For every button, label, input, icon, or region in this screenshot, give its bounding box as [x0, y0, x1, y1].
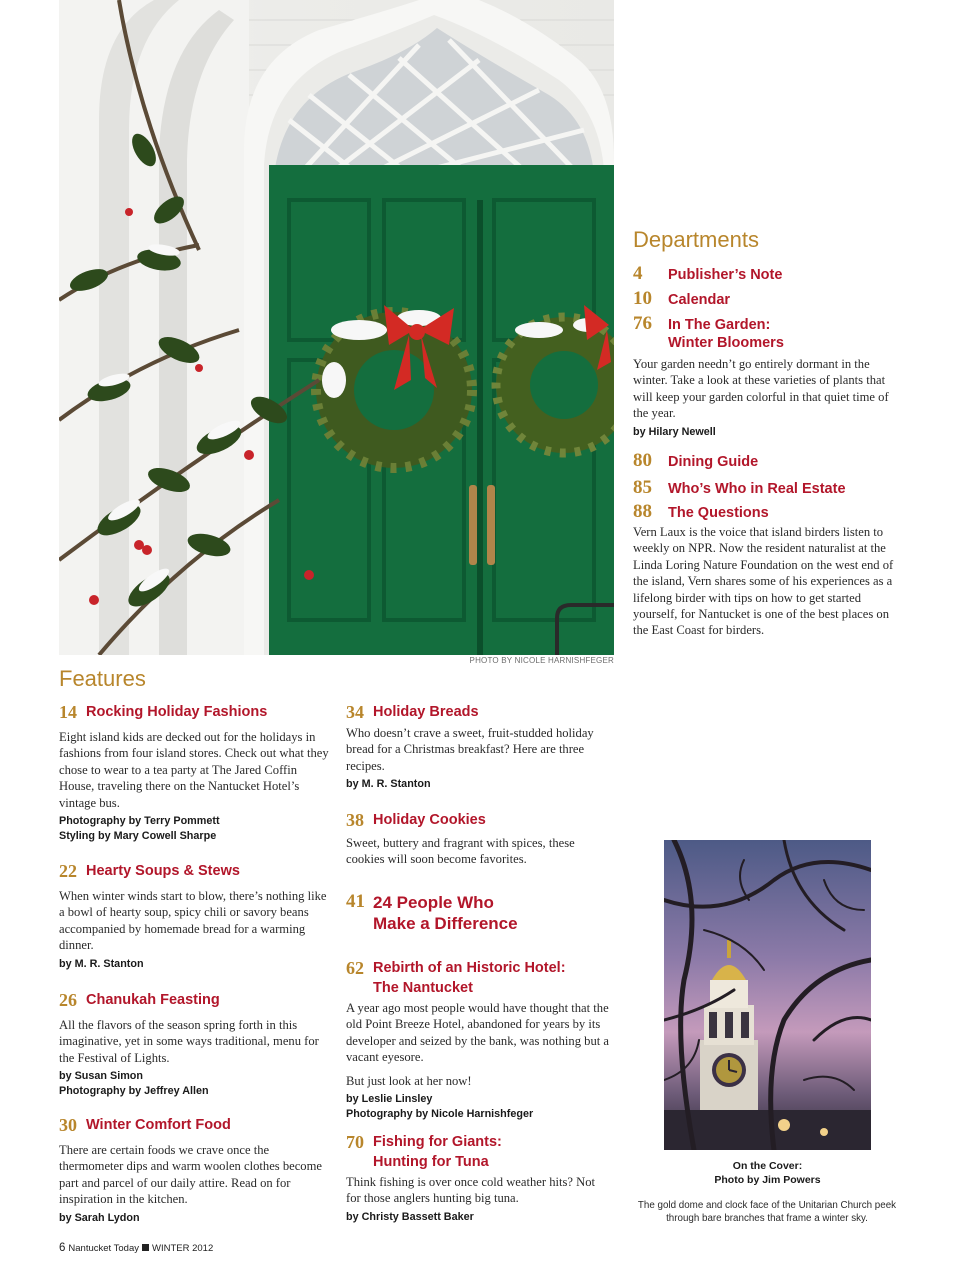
church-door-wreath-illustration — [59, 0, 614, 655]
feature-byline — [59, 814, 331, 843]
dept-item[interactable] — [633, 314, 903, 439]
feature-byline — [59, 1069, 331, 1098]
dept-page-number: 80 — [633, 450, 652, 471]
dept-title: Who’s Who in Real Estate — [668, 481, 846, 497]
byline-line: Styling by Mary Cowell Sharpe — [59, 829, 217, 842]
feature-page-number: 30 — [59, 1115, 77, 1135]
feature-item[interactable] — [346, 702, 610, 792]
feature-byline: by Sarah Lydon — [59, 1211, 140, 1224]
cover-caption-line: On the Cover: — [732, 1160, 803, 1172]
feature-title-line: The Nantucket — [373, 980, 473, 996]
feature-page-number: 34 — [346, 702, 364, 722]
dept-item[interactable] — [633, 289, 903, 309]
feature-item[interactable] — [59, 861, 331, 971]
dept-item[interactable] — [633, 264, 903, 284]
feature-item[interactable] — [346, 810, 610, 868]
feature-item[interactable] — [59, 1115, 331, 1225]
byline-line: Photography by Jeffrey Allen — [59, 1084, 209, 1097]
byline-line: by Leslie Linsley — [346, 1093, 433, 1106]
feature-description: There are certain foods we crave once the thermometer dips and warm woolen clothes become part and parcel of our daily attire. Read on for inspiration in the kitchen. — [59, 1143, 322, 1207]
dept-description: Vern Laux is the voice that island birders listen to weekly on NPR. Now the resident naturalist at the Linda Loring Nature Foundation on the west end of the island, Vern shares some of his experiences as a lifelong birder with tips on how to get started yourself, for Nantucket is one of the best places on the East Coast for birders. — [633, 525, 894, 638]
issue-label: WINTER 2012 — [152, 1243, 214, 1254]
byline-line: Photography by Terry Pommett — [59, 815, 220, 828]
dept-item[interactable] — [633, 478, 903, 498]
feature-page-number: 22 — [59, 861, 77, 881]
cover-caption-line: Photo by Jim Powers — [714, 1173, 821, 1186]
dept-title — [668, 314, 784, 352]
feature-byline: by M. R. Stanton — [346, 778, 431, 791]
feature-description: Think fishing is over once cold weather hits? Not for those anglers hunting big tuna. — [346, 1175, 596, 1206]
dept-page-number: 76 — [633, 313, 652, 334]
feature-item[interactable] — [346, 1132, 610, 1224]
feature-description: Sweet, buttery and fragrant with spices, these cookies will soon become favorites. — [346, 836, 575, 867]
feature-page-number: 38 — [346, 810, 364, 830]
dept-page-number: 4 — [633, 263, 643, 284]
feature-byline — [346, 1092, 610, 1121]
cover-caption — [664, 1160, 871, 1187]
feature-description: When winter winds start to blow, there’s nothing like a bowl of hearty soup, spicy chili or savory beans accompanied by homemade bread for a warming dinner. — [59, 889, 327, 953]
feature-item[interactable] — [59, 990, 331, 1098]
feature-description: Eight island kids are decked out for the holidays in fashions from four island stores. Check out what they chose to wear to a tea party at The Jared Coffin House, traveling there on the Nantucket Hotel’s vintage bus. — [59, 730, 329, 810]
feature-title: Holiday Cookies — [373, 812, 486, 828]
byline-line: Photography by Nicole Harnishfeger — [346, 1107, 534, 1120]
feature-title-line: Rebirth of an Historic Hotel: — [373, 960, 566, 976]
feature-item[interactable] — [346, 958, 610, 1121]
feature-page-number: 41 — [346, 891, 365, 912]
church-steeple-illustration — [664, 840, 871, 1150]
byline-line: by Susan Simon — [59, 1070, 143, 1083]
photo-credit: PHOTO BY NICOLE HARNISHFEGER — [469, 656, 614, 665]
departments-heading: Departments — [633, 227, 759, 252]
main-photo — [59, 0, 614, 655]
feature-page-number: 26 — [59, 990, 77, 1010]
feature-title: Holiday Breads — [373, 704, 479, 720]
feature-description: A year ago most people would have thought that the old Point Breeze Hotel, abandoned for years by its developer and seized by the bank, was nothing but a vacant eyesore. — [346, 1001, 609, 1065]
dept-description: Your garden needn’t go entirely dormant in the winter. Take a look at these varieties of plants that will keep your garden colorful in that quiet time of the year. — [633, 357, 889, 421]
feature-page-number: 14 — [59, 702, 77, 722]
feature-title: Winter Comfort Food — [86, 1117, 231, 1133]
dept-byline: by Hilary Newell — [633, 425, 716, 438]
feature-description: Who doesn’t crave a sweet, fruit-studded holiday bread for a Christmas breakfast? Here are three recipes. — [346, 726, 594, 773]
dept-title: Publisher’s Note — [668, 267, 783, 283]
feature-byline: by Christy Bassett Baker — [346, 1210, 474, 1223]
feature-description: All the flavors of the season spring forth in this imaginative, yet in some ways traditional, menu for the Festival of Lights. — [59, 1018, 319, 1065]
feature-title-line: Hunting for Tuna — [373, 1154, 489, 1170]
dept-page-number: 85 — [633, 477, 652, 498]
feature-title — [373, 958, 566, 998]
feature-page-number: 62 — [346, 958, 364, 978]
magazine-name: Nantucket Today — [68, 1243, 139, 1254]
feature-title-line: Make a Difference — [373, 914, 518, 933]
cover-note: The gold dome and clock face of the Unitarian Church peek through bare branches that frame a winter sky. — [637, 1200, 897, 1224]
cover-photo — [664, 840, 871, 1150]
feature-item[interactable] — [346, 892, 610, 934]
dept-item[interactable] — [633, 502, 903, 639]
square-bullet-icon — [142, 1244, 149, 1251]
feature-byline: by M. R. Stanton — [59, 957, 144, 970]
feature-title-line: 24 People Who — [373, 893, 494, 912]
feature-title — [373, 1132, 502, 1172]
dept-title: The Questions — [668, 505, 769, 521]
dept-title-line: Winter Bloomers — [668, 335, 784, 351]
dept-item[interactable] — [633, 451, 903, 471]
dept-page-number: 10 — [633, 288, 652, 309]
feature-item[interactable] — [59, 702, 331, 843]
feature-title — [373, 892, 518, 934]
feature-title: Rocking Holiday Fashions — [86, 704, 268, 720]
feature-title: Chanukah Feasting — [86, 992, 220, 1008]
dept-title: Calendar — [668, 292, 731, 308]
feature-description-extra: But just look at her now! — [346, 1073, 472, 1088]
feature-page-number: 70 — [346, 1132, 364, 1152]
feature-title: Hearty Soups & Stews — [86, 863, 240, 879]
features-heading: Features — [59, 666, 146, 691]
feature-title-line: Fishing for Giants: — [373, 1134, 502, 1150]
dept-title: Dining Guide — [668, 454, 759, 470]
dept-title-line: In The Garden: — [668, 317, 771, 333]
dept-page-number: 88 — [633, 501, 652, 522]
page-folio — [59, 1242, 213, 1254]
page-number: 6 — [59, 1242, 66, 1254]
